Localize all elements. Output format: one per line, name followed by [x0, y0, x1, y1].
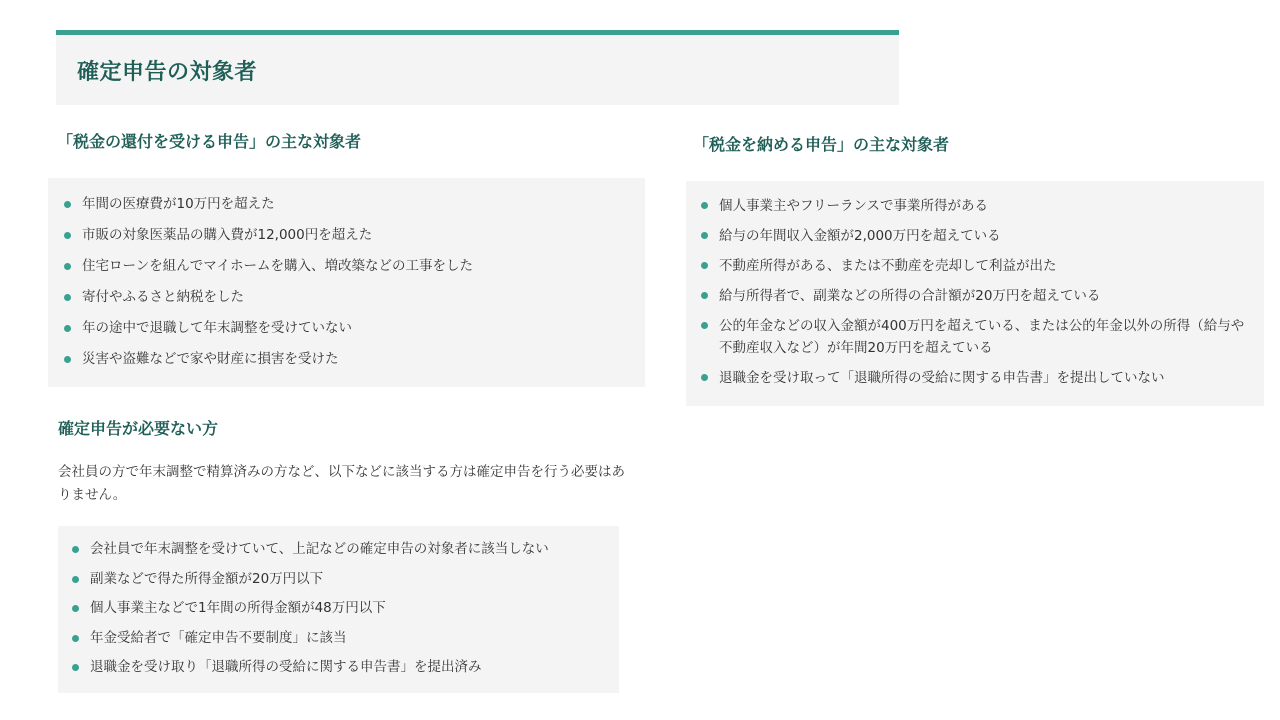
- bullet-icon: [701, 232, 708, 239]
- bullet-icon: [72, 635, 79, 642]
- bullet-icon: [701, 322, 708, 329]
- list-item-text: 公的年金などの収入金額が400万円を超えている、または公的年金以外の所得（給与や不動産収入など）が年間20万円を超えている: [719, 318, 1245, 356]
- refund-target-list: [48, 178, 645, 387]
- list-item-text: 退職金を受け取って「退職所得の受給に関する申告書」を提出していない: [719, 370, 1165, 386]
- bullet-icon: [72, 664, 79, 671]
- list-item: [701, 195, 1264, 217]
- page-title: 確定申告の対象者: [77, 60, 258, 85]
- bullet-icon: [701, 262, 708, 269]
- bullet-icon: [72, 605, 79, 612]
- list-item: [72, 598, 619, 628]
- list-item: [701, 285, 1264, 307]
- bullet-icon: [64, 232, 71, 239]
- list-item: [72, 569, 619, 599]
- list-item-text: 市販の対象医薬品の購入費が12,000円を超えた: [82, 227, 373, 243]
- not-required-list: [58, 526, 619, 693]
- bullet-icon: [72, 576, 79, 583]
- bullet-icon: [64, 294, 71, 301]
- payment-section-heading: 「税金を納める申告」の主な対象者: [693, 135, 950, 154]
- list-item-text: 給与所得者で、副業などの所得の合計額が20万円を超えている: [719, 288, 1101, 304]
- list-item-text: 給与の年間収入金額が2,000万円を超えている: [719, 228, 1001, 244]
- list-item-text: 個人事業主などで1年間の所得金額が48万円以下: [90, 600, 386, 616]
- list-item-text: 不動産所得がある、または不動産を売却して利益が出た: [719, 258, 1057, 274]
- not-required-description: 会社員の方で年末調整で精算済みの方など、以下などに該当する方は確定申告を行う必要はありません。: [58, 464, 625, 503]
- list-item-text: 住宅ローンを組んでマイホームを購入、増改築などの工事をした: [82, 258, 473, 274]
- list-item: [64, 225, 645, 256]
- list-item: [701, 315, 1264, 359]
- list-item-text: 個人事業主やフリーランスで事業所得がある: [719, 198, 989, 214]
- bullet-icon: [701, 292, 708, 299]
- bullet-icon: [72, 546, 79, 553]
- not-required-section-heading: 確定申告が必要ない方: [58, 419, 219, 438]
- list-item: [72, 628, 619, 658]
- list-item-text: 副業などで得た所得金額が20万円以下: [90, 570, 324, 587]
- list-item: [72, 539, 619, 569]
- list-item: [701, 225, 1264, 247]
- list-item-text: 年の途中で退職して年末調整を受けていない: [82, 320, 352, 336]
- bullet-icon: [64, 325, 71, 332]
- list-item-text: 寄付やふるさと納税をした: [82, 289, 244, 305]
- list-item-text: 会社員で年末調整を受けていて、上記などの確定申告の対象者に該当しない: [90, 541, 549, 557]
- list-item-text: 退職金を受け取り「退職所得の受給に関する申告書」を提出済み: [90, 659, 482, 675]
- list-item-text: 年間の医療費が10万円を超えた: [82, 196, 275, 212]
- list-item: [701, 255, 1264, 277]
- list-item: [72, 657, 619, 687]
- payment-target-list: [686, 181, 1264, 406]
- bullet-icon: [64, 263, 71, 270]
- list-item: [64, 287, 645, 318]
- list-item: [64, 318, 645, 349]
- bullet-icon: [701, 374, 708, 381]
- bullet-icon: [64, 356, 71, 363]
- list-item: [701, 367, 1264, 389]
- bullet-icon: [701, 202, 708, 209]
- page-title-banner: [56, 30, 899, 105]
- list-item: [64, 194, 645, 225]
- list-item: [64, 256, 645, 287]
- list-item: [64, 349, 645, 380]
- refund-section-heading: 「税金の還付を受ける申告」の主な対象者: [57, 132, 362, 151]
- bullet-icon: [64, 201, 71, 208]
- list-item-text: 年金受給者で「確定申告不要制度」に該当: [90, 629, 347, 646]
- list-item-text: 災害や盗難などで家や財産に損害を受けた: [82, 351, 339, 367]
